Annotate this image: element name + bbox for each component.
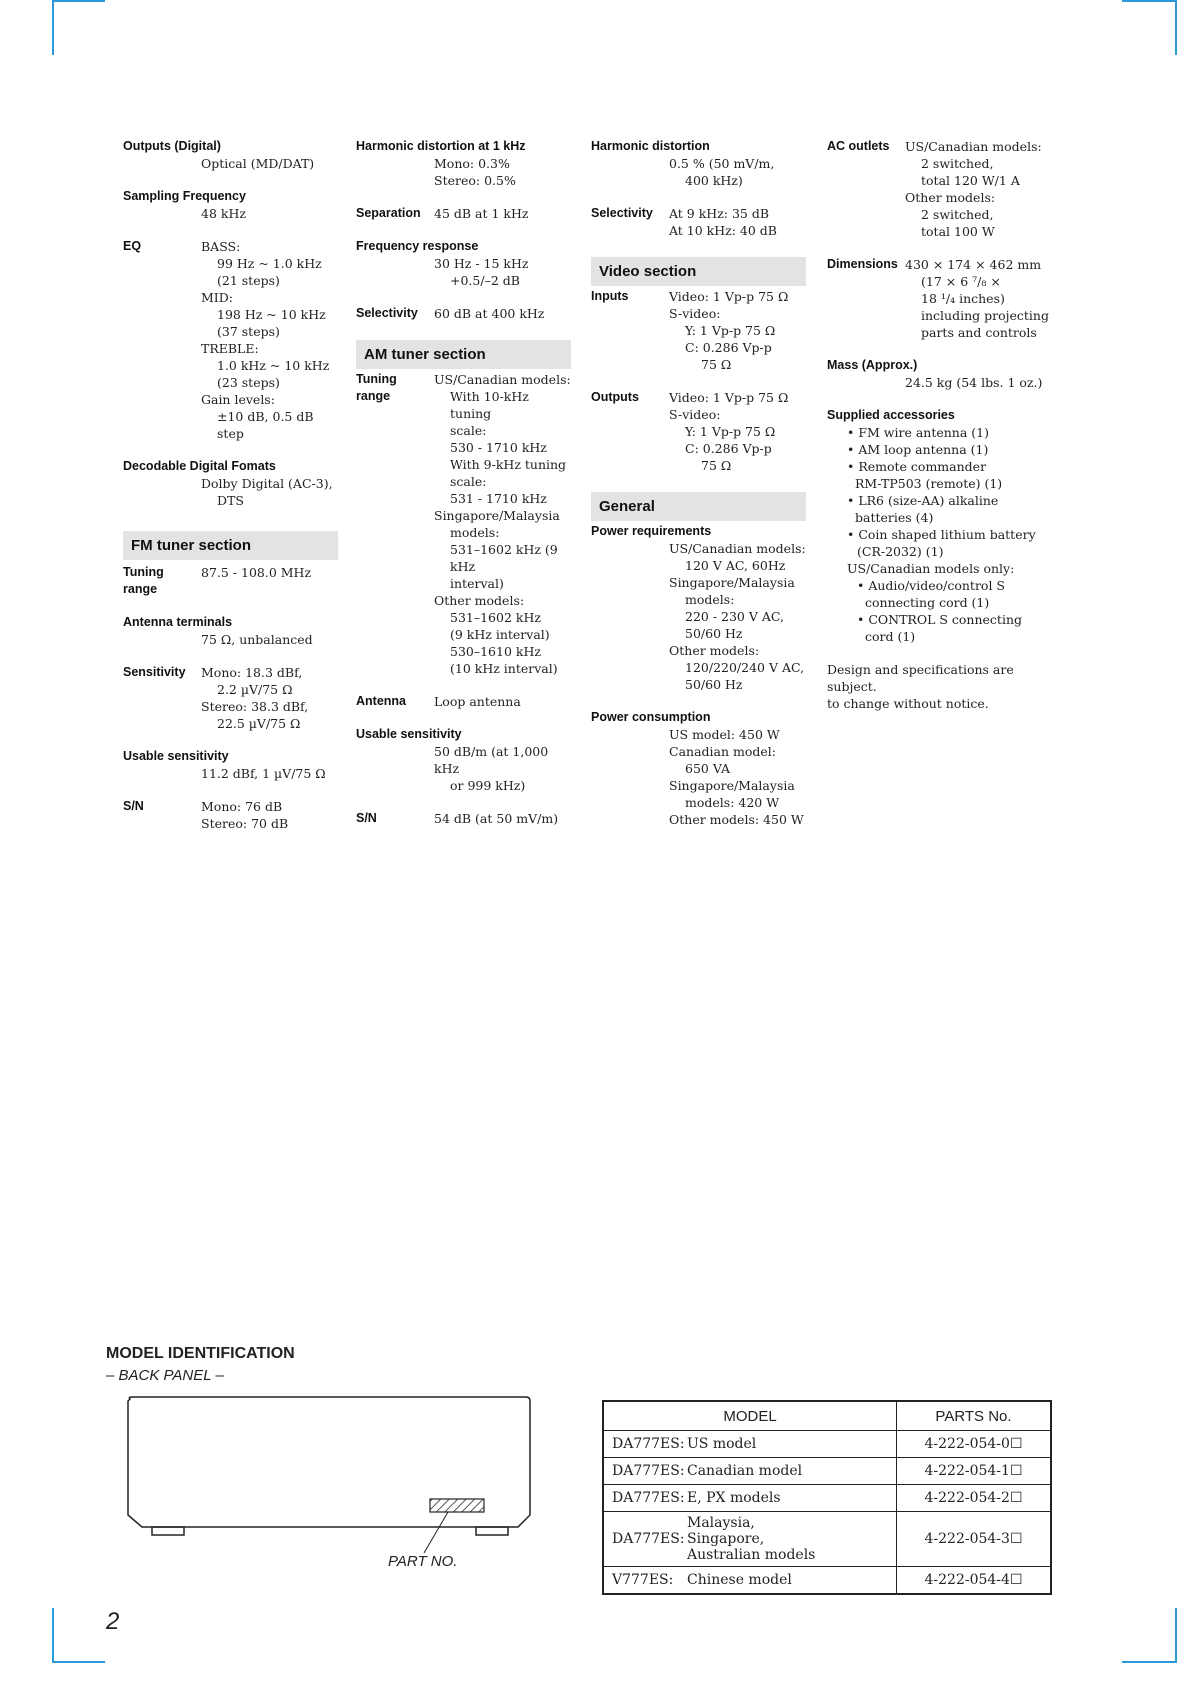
- spec-value: 50 dB/m (at 1,000 kHz: [434, 744, 549, 776]
- spec-value: 2 switched,: [921, 207, 994, 222]
- spec-value: 531–1602 kHz: [450, 610, 541, 625]
- parts-table: [602, 1400, 1052, 1595]
- spec-label: Mass (Approx.): [827, 358, 918, 372]
- spec-value: 24.5 kg (54 lbs. 1 oz.): [905, 375, 1043, 390]
- spec-value: 2 switched,: [921, 156, 994, 171]
- spec-value: Gain levels:: [201, 392, 275, 407]
- spec-label: Dimensions: [827, 257, 898, 271]
- spec-label: Tuning range: [123, 565, 164, 596]
- spec-value: Video: 1 Vp-p 75 Ω: [669, 390, 789, 405]
- spec-value: Y: 1 Vp-p 75 Ω: [685, 323, 776, 338]
- spec-column-3: [591, 138, 806, 828]
- spec-value: (37 steps): [217, 324, 280, 339]
- spec-label: Supplied accessories: [827, 408, 955, 422]
- spec-value: US/Canadian models:: [434, 372, 571, 387]
- spec-value: 1.0 kHz ~ 10 kHz: [217, 358, 330, 373]
- table-row: [603, 1512, 1051, 1567]
- spec-value: scale:: [450, 474, 487, 489]
- notice-text: Design and specifications are subject.: [827, 662, 1014, 694]
- spec-value: 50/60 Hz: [685, 626, 743, 641]
- spec-value: Stereo: 0.5%: [434, 173, 516, 188]
- spec-value: 45 dB at 1 kHz: [434, 206, 529, 221]
- accessory-item: RM-TP503 (remote) (1): [855, 476, 1003, 491]
- spec-label: Selectivity: [356, 306, 418, 320]
- spec-value: At 9 kHz: 35 dB: [669, 206, 770, 221]
- crop-mark: [52, 0, 105, 2]
- spec-value: or 999 kHz): [450, 778, 526, 793]
- spec-label: Usable sensitivity: [123, 749, 229, 763]
- notice-text: to change without notice.: [827, 696, 989, 711]
- parts-number: 4-222-054-3☐: [897, 1512, 1052, 1567]
- table-header-model: MODEL: [603, 1401, 897, 1431]
- spec-value: 75 Ω: [701, 458, 732, 473]
- spec-value: total 120 W/1 A: [921, 173, 1020, 188]
- spec-label: Antenna: [356, 694, 406, 708]
- model-identification-title: MODEL IDENTIFICATION: [106, 1345, 295, 1362]
- spec-value: models: 420 W: [685, 795, 780, 810]
- table-row: [603, 1431, 1051, 1458]
- spec-value: interval): [450, 576, 504, 591]
- spec-value: With 10-kHz tuning: [450, 389, 529, 421]
- spec-label: Tuning range: [356, 372, 397, 403]
- spec-value: Canadian model:: [669, 744, 776, 759]
- spec-value: Loop antenna: [434, 694, 521, 709]
- spec-value: Mono: 0.3%: [434, 156, 510, 171]
- spec-value: 650 VA: [685, 761, 731, 776]
- spec-value: 75 Ω: [701, 357, 732, 372]
- model-desc: E, PX models: [687, 1490, 781, 1506]
- spec-value: parts and controls: [921, 325, 1037, 340]
- accessory-item: • FM wire antenna (1): [847, 425, 989, 440]
- crop-mark: [1122, 1661, 1177, 1663]
- spec-value: Optical (MD/DAT): [201, 156, 315, 171]
- spec-value: models:: [450, 525, 500, 540]
- part-no-label-area: [430, 1499, 484, 1512]
- spec-label: Usable sensitivity: [356, 727, 462, 741]
- spec-value: 75 Ω, unbalanced: [201, 632, 313, 647]
- section-heading-fm: FM tuner section: [123, 531, 338, 560]
- spec-label: Decodable Digital Fomats: [123, 459, 276, 473]
- spec-value: 531–1602 kHz (9 kHz: [450, 542, 558, 574]
- spec-value: S-video:: [669, 306, 721, 321]
- accessory-item: batteries (4): [855, 510, 934, 525]
- model-code: DA777ES:: [612, 1531, 685, 1547]
- spec-value: Other models: 450 W: [669, 812, 804, 827]
- model-code: DA777ES:: [612, 1436, 685, 1452]
- spec-value: Mono: 76 dB: [201, 799, 283, 814]
- model-identification-subtitle: – BACK PANEL –: [106, 1367, 224, 1384]
- parts-number: 4-222-054-1☐: [897, 1458, 1052, 1485]
- accessory-item: • Coin shaped lithium battery: [847, 527, 1036, 542]
- spec-value: (17 × 6 ⁷/₈ ×: [921, 274, 1001, 289]
- table-row: [603, 1458, 1051, 1485]
- spec-value: 531 - 1710 kHz: [450, 491, 547, 506]
- spec-value: 99 Hz ~ 1.0 kHz: [217, 256, 322, 271]
- spec-label: Outputs (Digital): [123, 139, 221, 153]
- spec-value: 2.2 µV/75 Ω: [217, 682, 293, 697]
- spec-label: S/N: [356, 811, 377, 825]
- spec-value: 11.2 dBf, 1 µV/75 Ω: [201, 766, 326, 781]
- section-heading-am: AM tuner section: [356, 340, 571, 369]
- spec-value: 530–1610 kHz: [450, 644, 541, 659]
- accessory-item: cord (1): [865, 629, 916, 644]
- spec-value: total 100 W: [921, 224, 995, 239]
- spec-value: Other models:: [669, 643, 760, 658]
- spec-value: 220 - 230 V AC,: [685, 609, 784, 624]
- spec-value: Stereo: 70 dB: [201, 816, 289, 831]
- spec-value: 400 kHz): [685, 173, 743, 188]
- spec-value: 60 dB at 400 kHz: [434, 306, 545, 321]
- spec-value: Dolby Digital (AC-3),: [201, 476, 333, 491]
- spec-value: BASS:: [201, 239, 241, 254]
- spec-value: 0.5 % (50 mV/m,: [669, 156, 775, 171]
- spec-value: (10 kHz interval): [450, 661, 558, 676]
- spec-value: 430 × 174 × 462 mm: [905, 257, 1042, 272]
- page-number: 2: [106, 1608, 120, 1635]
- spec-label: S/N: [123, 799, 144, 813]
- model-desc: Malaysia, Singapore, Australian models: [687, 1515, 816, 1563]
- spec-value: 87.5 - 108.0 MHz: [201, 565, 312, 580]
- crop-mark: [52, 1608, 54, 1663]
- crop-mark: [52, 0, 54, 55]
- spec-value: 198 Hz ~ 10 kHz: [217, 307, 326, 322]
- spec-value: With 9-kHz tuning: [450, 457, 567, 472]
- spec-value: Singapore/Malaysia: [669, 575, 795, 590]
- spec-value: MID:: [201, 290, 233, 305]
- spec-label: Harmonic distortion at 1 kHz: [356, 139, 526, 153]
- accessory-item: • Remote commander: [847, 459, 987, 474]
- crop-mark: [1175, 0, 1177, 55]
- spec-value: US/Canadian models:: [905, 139, 1042, 154]
- spec-value: including projecting: [921, 308, 1049, 323]
- back-panel-diagram: [120, 1395, 540, 1565]
- spec-label: Harmonic distortion: [591, 139, 710, 153]
- spec-column-4: [827, 138, 1067, 712]
- panel-foot-left: [152, 1527, 184, 1535]
- accessory-item: connecting cord (1): [865, 595, 990, 610]
- spec-value: S-video:: [669, 407, 721, 422]
- accessory-item: • CONTROL S connecting: [857, 612, 1023, 627]
- table-header-parts: PARTS No.: [897, 1401, 1052, 1431]
- table-row: [603, 1485, 1051, 1512]
- spec-label: AC outlets: [827, 139, 890, 153]
- spec-label: Outputs: [591, 390, 639, 404]
- spec-value: US/Canadian models:: [669, 541, 806, 556]
- parts-number: 4-222-054-2☐: [897, 1485, 1052, 1512]
- spec-value: (9 kHz interval): [450, 627, 550, 642]
- spec-value: US model: 450 W: [669, 727, 780, 742]
- spec-value: Singapore/Malaysia: [434, 508, 560, 523]
- spec-label: Separation: [356, 206, 421, 220]
- parts-number: 4-222-054-0☐: [897, 1431, 1052, 1458]
- table-row: [603, 1567, 1051, 1595]
- spec-label: Sampling Frequency: [123, 189, 246, 203]
- spec-value: (21 steps): [217, 273, 280, 288]
- crop-mark: [1122, 0, 1177, 2]
- parts-number: 4-222-054-4☐: [897, 1567, 1052, 1595]
- spec-value: Mono: 18.3 dBf,: [201, 665, 303, 680]
- spec-value: DTS: [217, 493, 244, 508]
- spec-label: Sensitivity: [123, 665, 186, 679]
- spec-label: Inputs: [591, 289, 629, 303]
- table-header-row: [603, 1401, 1051, 1431]
- spec-value: 54 dB (at 50 mV/m): [434, 811, 559, 826]
- accessory-item: • AM loop antenna (1): [847, 442, 989, 457]
- model-code: DA777ES:: [612, 1463, 685, 1479]
- spec-value: Singapore/Malaysia: [669, 778, 795, 793]
- spec-value: 30 Hz - 15 kHz: [434, 256, 529, 271]
- model-desc: Chinese model: [687, 1572, 792, 1588]
- spec-value: C: 0.286 Vp-p: [685, 340, 772, 355]
- accessory-item: US/Canadian models only:: [847, 561, 1015, 576]
- spec-label: Selectivity: [591, 206, 653, 220]
- section-heading-general: General: [591, 492, 806, 521]
- model-desc: Canadian model: [687, 1463, 803, 1479]
- spec-value: Other models:: [905, 190, 996, 205]
- spec-value: Stereo: 38.3 dBf,: [201, 699, 309, 714]
- section-heading-video: Video section: [591, 257, 806, 286]
- spec-value: At 10 kHz: 40 dB: [669, 223, 777, 238]
- crop-mark: [52, 1661, 105, 1663]
- spec-label: Power consumption: [591, 710, 711, 724]
- spec-label: EQ: [123, 239, 142, 253]
- spec-value: 18 ¹/₄ inches): [921, 291, 1005, 306]
- spec-value: 120 V AC, 60Hz: [685, 558, 786, 573]
- spec-column-2: [356, 138, 571, 827]
- spec-value: (23 steps): [217, 375, 280, 390]
- panel-foot-right: [476, 1527, 508, 1535]
- model-code: DA777ES:: [612, 1490, 685, 1506]
- accessory-item: • LR6 (size-AA) alkaline: [847, 493, 999, 508]
- spec-value: 530 - 1710 kHz: [450, 440, 547, 455]
- crop-mark: [1175, 1608, 1177, 1663]
- accessory-item: • Audio/video/control S: [857, 578, 1005, 593]
- spec-label: Power requirements: [591, 524, 712, 538]
- spec-value: 120/220/240 V AC,: [685, 660, 805, 675]
- spec-value: TREBLE:: [201, 341, 259, 356]
- spec-value: Video: 1 Vp-p 75 Ω: [669, 289, 789, 304]
- model-code: V777ES:: [612, 1572, 674, 1588]
- part-no-caption: PART NO.: [388, 1553, 458, 1570]
- spec-value: Other models:: [434, 593, 525, 608]
- spec-value: models:: [685, 592, 735, 607]
- spec-value: +0.5/–2 dB: [450, 273, 520, 288]
- part-no-leader-line: [424, 1512, 448, 1553]
- model-desc: US model: [687, 1436, 757, 1452]
- spec-value: ±10 dB, 0.5 dB step: [217, 409, 314, 441]
- spec-value: 50/60 Hz: [685, 677, 743, 692]
- spec-label: Antenna terminals: [123, 615, 233, 629]
- spec-value: 48 kHz: [201, 206, 246, 221]
- spec-column-1: [123, 138, 338, 832]
- spec-value: C: 0.286 Vp-p: [685, 441, 772, 456]
- spec-label: Frequency response: [356, 239, 479, 253]
- spec-value: scale:: [450, 423, 487, 438]
- spec-eq: [123, 238, 338, 442]
- spec-value: Y: 1 Vp-p 75 Ω: [685, 424, 776, 439]
- accessory-item: (CR-2032) (1): [857, 544, 944, 559]
- spec-value: 22.5 µV/75 Ω: [217, 716, 301, 731]
